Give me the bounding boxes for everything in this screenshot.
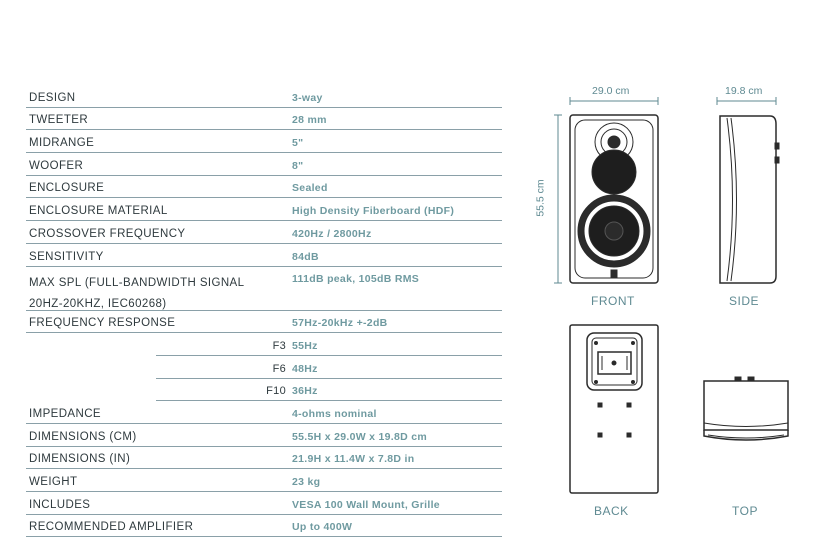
spec-label: ENCLOSURE [29, 182, 105, 195]
spec-value: Sealed [292, 182, 328, 195]
spec-value: 55Hz [292, 339, 318, 352]
spec-value: 111dB peak, 105dB RMS [292, 272, 420, 285]
spec-value: 3-way [292, 91, 323, 104]
top-view [704, 377, 788, 440]
spec-value: 4-ohms nominal [292, 407, 377, 420]
spec-value: 5" [292, 137, 304, 150]
spec-value: 57Hz-20kHz +-2dB [292, 317, 388, 330]
spec-sublabel: F3 [272, 339, 286, 352]
spec-sublabel: F10 [266, 385, 286, 398]
spec-label: WOOFER [29, 159, 84, 172]
spec-value: 23 kg [292, 476, 321, 488]
spec-label: MAX SPL (FULL-BANDWIDTH SIGNAL 20HZ-20KHZ, IEC60268) [29, 276, 244, 310]
spec-label: CROSSOVER FREQUENCY [29, 227, 186, 240]
spec-sublabel: F6 [272, 362, 286, 375]
spec-label: IMPEDANCE [29, 407, 101, 420]
back-view [570, 325, 658, 493]
spec-value: 28 mm [292, 114, 327, 127]
spec-value: High Density Fiberboard (HDF) [292, 205, 455, 218]
width-dimension-line [570, 97, 658, 105]
side-view [720, 116, 779, 283]
height-dimension-line [554, 115, 562, 283]
spec-value: 21.9H x 11.4W x 7.8D in [292, 453, 415, 466]
side-view-label: SIDE [729, 294, 760, 308]
front-view [570, 115, 658, 283]
spec-label: INCLUDES [29, 498, 91, 511]
spec-label: SENSITIVITY [29, 250, 104, 263]
spec-label: DIMENSIONS (CM) [29, 430, 137, 443]
spec-value: 48Hz [292, 362, 318, 375]
spec-value: 84dB [292, 250, 319, 263]
spec-label: WEIGHT [29, 476, 78, 488]
spec-label: FREQUENCY RESPONSE [29, 317, 176, 330]
depth-dimension-label: 19.8 cm [725, 85, 763, 97]
width-dimension-label: 29.0 cm [592, 85, 630, 97]
spec-label: TWEETER [29, 114, 89, 127]
depth-dimension-line [717, 97, 776, 105]
spec-label: DESIGN [29, 91, 76, 104]
spec-value: 36Hz [292, 385, 318, 398]
spec-label: MIDRANGE [29, 137, 95, 150]
spec-value: 55.5H x 29.0W x 19.8D cm [292, 430, 428, 443]
spec-value: 8" [292, 159, 304, 172]
top-view-label: TOP [732, 504, 758, 518]
spec-value: VESA 100 Wall Mount, Grille [292, 498, 440, 511]
spec-label: RECOMMENDED AMPLIFIER [29, 521, 194, 534]
spec-label: ENCLOSURE MATERIAL [29, 205, 168, 218]
spec-value: 420Hz / 2800Hz [292, 227, 372, 240]
back-view-label: BACK [594, 504, 629, 518]
spec-label: DIMENSIONS (IN) [29, 453, 131, 466]
spec-value: Up to 400W [292, 521, 353, 534]
front-view-label: FRONT [591, 294, 635, 308]
height-dimension-label: 55.5 cm [534, 179, 547, 217]
